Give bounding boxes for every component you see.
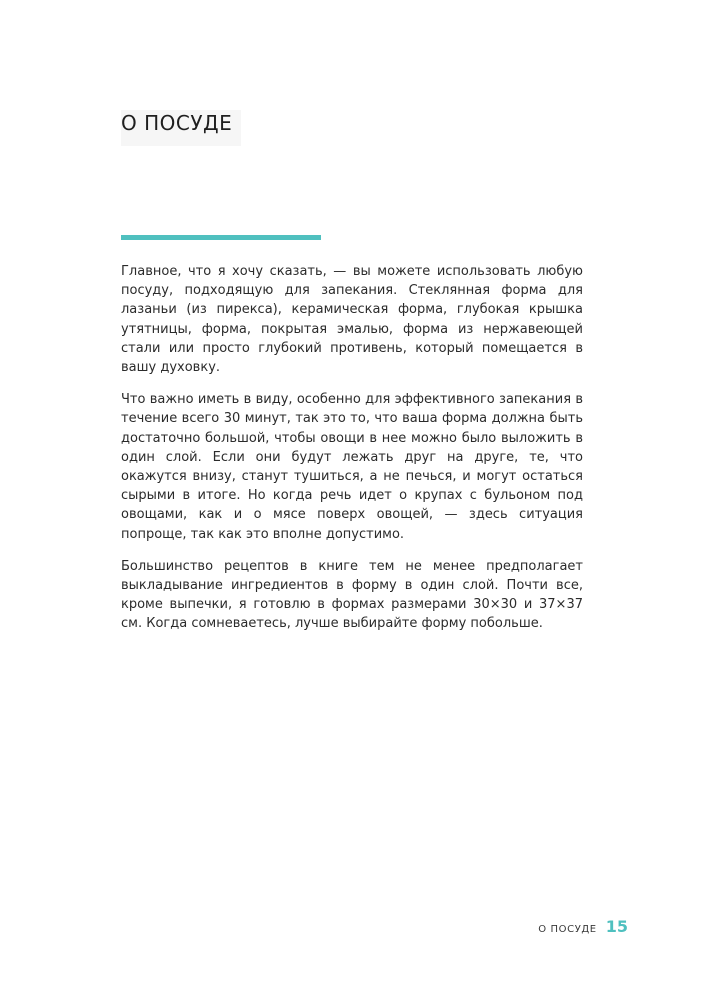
paragraph-1: Главное, что я хочу сказать, — вы можете использовать любую посуду, подходящую для запекания. Стеклянная форма для лазаньи (из пирекса), керамическая форма, глубокая крышка утятницы, форма, покрытая эмалью, форма из нержавеющей стали или просто глубокий противень, который помещается в вашу духовку. — [121, 264, 583, 376]
body-text — [121, 262, 583, 647]
accent-divider — [121, 235, 321, 240]
paragraph-3: Большинство рецептов в книге тем не менее предполагает выкладывание ингредиентов в форму в один слой. Почти все, кроме выпечки, я готовлю в формах размерами 30×30 и 37×37 см. Когда сомневаетесь, лучше выбирайте форму побольше. — [121, 558, 583, 632]
page-number: 15 — [605, 917, 628, 936]
page-footer — [538, 917, 628, 936]
page-title: О ПОСУДЕ — [121, 111, 233, 135]
paragraph-2: Что важно иметь в виду, особенно для эффективного запекания в течение всего 30 минут, так это то, что ваша форма должна быть достаточно большой, чтобы овощи в нее можно было выложить в один слой. Если они будут лежать друг на друге, те, что окажутся внизу, станут тушиться, а не печься, и могут остаться сырыми в итоге. Но когда речь идет о крупах с бульоном под овощами, как и о мясе поверх овощей, — здесь ситуация попроще, так как это вполне допустимо. — [121, 392, 583, 542]
footer-section-label: О ПОСУДЕ — [538, 924, 597, 935]
